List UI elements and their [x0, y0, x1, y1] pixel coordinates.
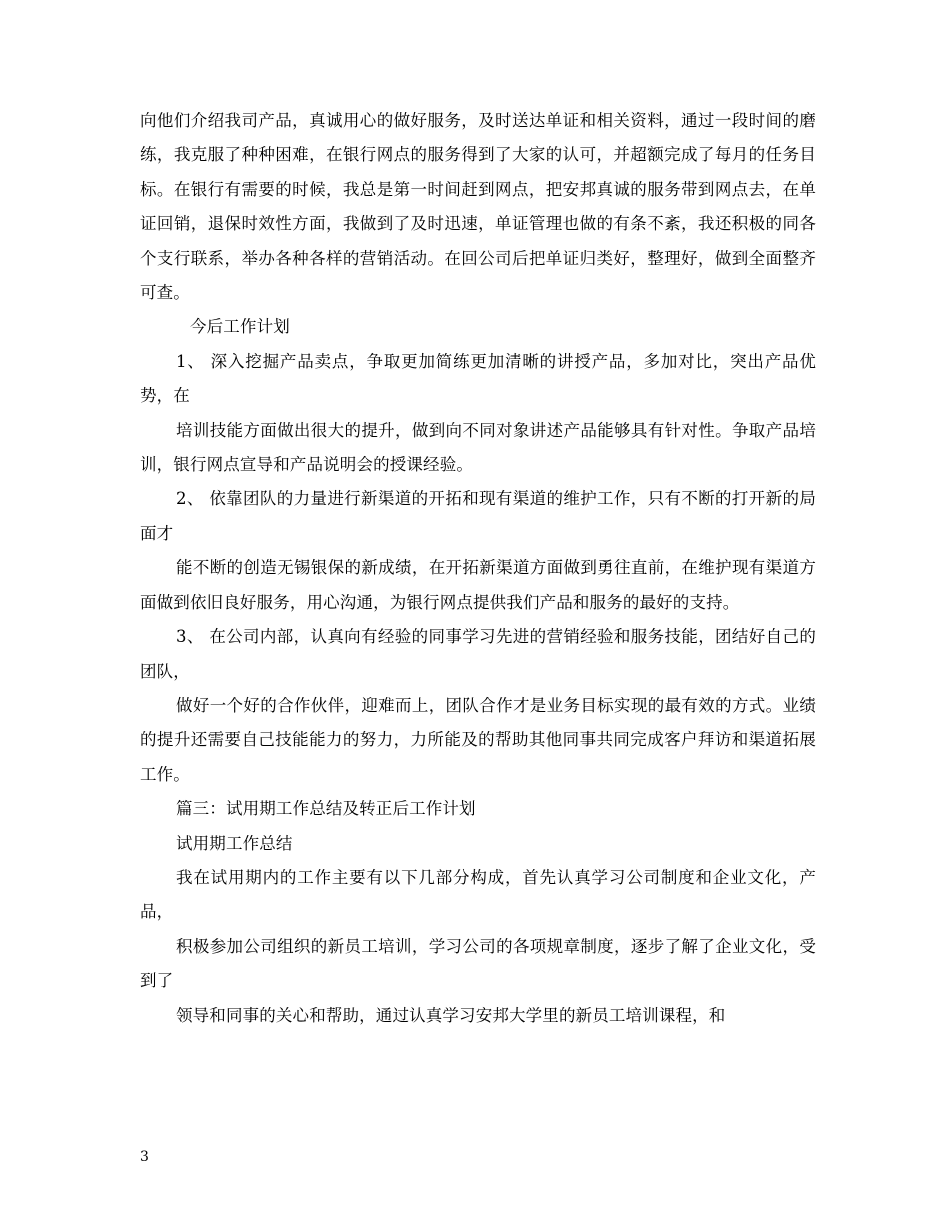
- heading-probation-summary: 试用期工作总结: [176, 833, 293, 853]
- plan-item-1: 1、 深入挖掘产品卖点，争取更加简练更加清晰的讲授产品，多加对比，突出产品优势，在: [140, 351, 816, 406]
- document-body: [140, 104, 816, 1033]
- paragraph-service-summary: 向他们介绍我司产品，真诚用心的做好服务，及时送达单证和相关资料，通过一段时间的磨练，我克服了种种困难，在银行网点的服务得到了大家的认可，并超额完成了每月的任务目标。在银行有需要的时候，我总是第一时间赶到网点，把安邦真诚的服务带到网点去，在单证回销，退保时效性方面，我做到了及时迅速，单证管理也做的有条不紊，我还积极的同各个支行联系，举办各种各样的营销活动。在回公司后把单证归类好，整理好，做到全面整齐可查。: [140, 111, 816, 303]
- heading-future-plan: 今后工作计划: [190, 317, 290, 337]
- plan-item-2-continuation: 能不断的创造无锡银保的新成绩，在开拓新渠道方面做到勇往直前，在维护现有渠道方面做到依旧良好服务，用心沟通，为银行网点提供我们产品和服务的最好的支持。: [140, 558, 816, 612]
- plan-item-1-continuation: 培训技能方面做出很大的提升，做到向不同对象讲述产品能够具有针对性。争取产品培训，银行网点宣导和产品说明会的授课经验。: [140, 420, 816, 475]
- plan-item-2: 2、 依靠团队的力量进行新渠道的开拓和现有渠道的维护工作，只有不断的打开新的局面才: [140, 489, 816, 543]
- paragraph-leadership-support: 领导和同事的关心和帮助，通过认真学习安邦大学里的新员工培训课程，和: [176, 1005, 726, 1025]
- plan-item-3: 3、 在公司内部，认真向有经验的同事学习先进的营销经验和服务技能，团结好自己的团队，: [140, 627, 816, 681]
- paragraph-training: 积极参加公司组织的新员工培训，学习公司的各项规章制度，逐步了解了企业文化，受到了: [140, 936, 816, 991]
- section-title-part-three: 篇三：试用期工作总结及转正后工作计划: [176, 799, 476, 819]
- paragraph-probation-intro: 我在试用期内的工作主要有以下几部分构成，首先认真学习公司制度和企业文化，产品，: [140, 867, 816, 922]
- plan-item-3-continuation: 做好一个好的合作伙伴，迎难而上，团队合作才是业务目标实现的最有效的方式。业绩的提升还需要自己技能能力的努力，力所能及的帮助其他同事共同完成客户拜访和渠道拓展工作。: [140, 695, 816, 784]
- page-number: 3: [140, 1149, 149, 1165]
